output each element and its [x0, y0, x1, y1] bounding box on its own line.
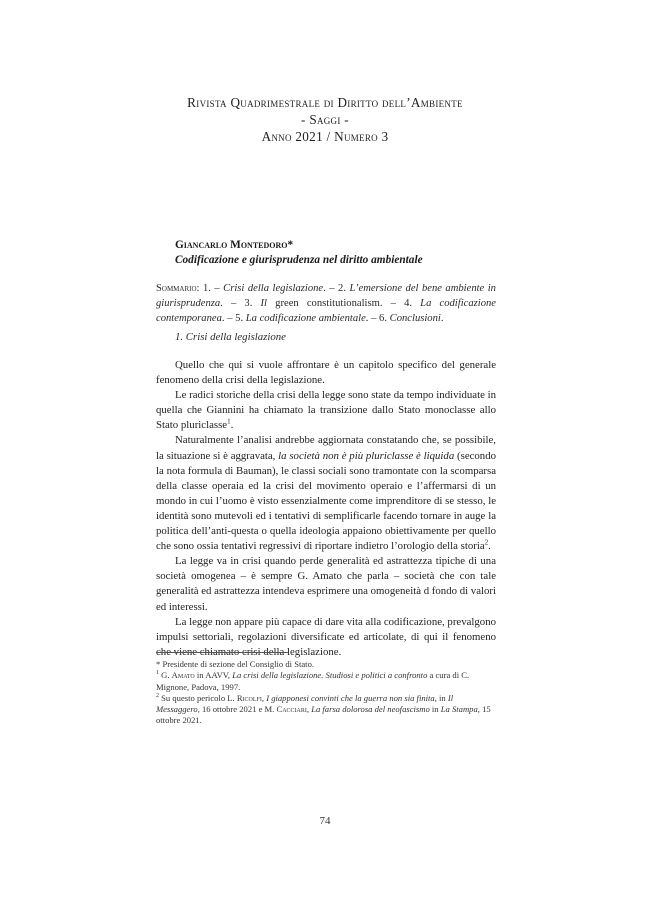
summary-label: Sommario — [156, 283, 197, 294]
paragraph-text: La legge non appare più capace di dare vita alla codificazione, prevalgono impulsi settoriali, regolazioni diversificate ed articolate, di qui il fenomeno che viene chiamato crisi della legislazione. — [156, 615, 496, 658]
summary-text: green constitutionalism. – 4. — [267, 298, 421, 309]
summary-text: . – 6. — [365, 313, 390, 324]
paragraph-text: La legge va in crisi quando perde generalità ed astrattezza tipiche di una società omogenea – è sempre G. Amato che parla – società che con tale generalità ed astrattezza intendeva esprimere una omogeneità d fondo di valori ed interessi. — [156, 555, 496, 613]
article-author: Giancarlo Montedoro* — [175, 239, 294, 251]
footnote-text: , 15 ottobre 2021. — [156, 704, 491, 726]
footnote-author: Ricolfi — [236, 692, 262, 703]
journal-issue-text: Anno 2021 / Numero 3 — [261, 129, 389, 144]
paragraph — [156, 433, 496, 554]
summary-item: L’emersione del bene ambiente in giurisprudenza — [156, 283, 496, 309]
footnote-mark: 2 — [156, 693, 159, 700]
journal-section — [0, 111, 650, 128]
paragraph — [156, 358, 496, 388]
footnote-text: , — [261, 692, 267, 703]
footnote-1 — [156, 670, 498, 693]
footnote-source: Il Messaggero — [156, 692, 454, 715]
footnote-work-title: La farsa dolorosa del neofascismo — [311, 704, 430, 715]
footnote-source: La Stampa — [440, 704, 478, 715]
paragraph-text: Naturalmente l’analisi andrebbe aggiornata constatando che, se possibile, la situazione si è aggravata, — [156, 434, 496, 462]
footnote-text: Su questo pericolo L. — [159, 692, 237, 703]
footnote-divider — [156, 652, 288, 653]
summary-item: Crisi della legislazione — [223, 283, 324, 294]
journal-section-text: - Saggi - — [301, 112, 349, 127]
footnotes — [156, 659, 498, 727]
journal-title — [0, 94, 650, 111]
paragraph-text: (secondo la nota formula di Bauman), le classi sociali sono tramontate con la scomparsa della classe operaia ed la crisi del movimento operaio e l’affermarsi di un mondo in cui l’uomo è visto essenzialmente come imprenditore di se stesso, le identità sono mutevoli ed i tentativi di semplificarle facendo tornare in auge la politica dell’anti-questa o quella ideologia appaiono obiettivamente per quello che sono ossia tentativi regressivi di riportare indietro l’orologio della storia — [156, 449, 496, 553]
footnote-2 — [156, 693, 498, 727]
summary-text: . – 3. — [220, 298, 261, 309]
summary-item: Il — [260, 298, 268, 309]
summary-item: La codificazione contemporanea — [156, 298, 496, 324]
body-text — [156, 358, 496, 660]
footnote-author: Amato — [171, 670, 195, 681]
paragraph — [156, 615, 496, 660]
footnote-work-title: La crisi della legislazione. Studiosi e politici a confronto — [232, 670, 428, 681]
footnote-text: , — [306, 704, 312, 715]
table-of-contents-summary — [156, 281, 496, 326]
paragraph-emphasis: la società non è più pluriclasse è liquida — [278, 449, 455, 462]
paragraph — [156, 554, 496, 614]
summary-text: . — [440, 313, 444, 324]
paragraph-text: Le radici storiche della crisi della legge sono state da tempo individuate in quella che Giannini ha chiamato la transizione dallo Stato monoclasse allo Stato pluriclasse — [156, 389, 496, 432]
paragraph-text: . — [488, 540, 491, 553]
footnote-text: a cura di C. Mignone, Padova, 1997. — [156, 670, 470, 692]
footnote-author: Cacciari — [276, 704, 307, 715]
footnote-text: * Presidente di sezione del Consiglio di Stato. — [156, 659, 315, 669]
footnote-text: , 16 ottobre 2021 e M. — [197, 704, 277, 715]
footnote-ref[interactable]: 1 — [227, 417, 231, 426]
paragraph — [156, 388, 496, 433]
journal-issue — [0, 128, 650, 145]
summary-text: . – 5. — [221, 313, 246, 324]
paragraph-text: Quello che qui si vuole affrontare è un capitolo specifico del generale fenomeno della crisi della legislazione. — [156, 359, 496, 387]
footnote-text: in — [429, 704, 441, 715]
footnote-star — [156, 659, 498, 670]
summary-text: . – 2. — [323, 283, 350, 294]
page-number: 74 — [319, 815, 331, 827]
summary-item: Conclusioni — [389, 313, 441, 324]
footnote-mark: 1 — [156, 670, 159, 677]
footnote-text: G. — [159, 670, 172, 681]
summary-item: La codificazione ambientale — [245, 313, 366, 324]
journal-title-text: Rivista Quadrimestrale di Diritto dell’Ambiente — [187, 95, 463, 110]
summary-text: : 1. – — [196, 283, 224, 294]
footnote-text: , in — [434, 692, 448, 703]
paragraph-text: . — [230, 419, 234, 432]
footnote-ref[interactable]: 2 — [484, 538, 489, 547]
section-heading: 1. Crisi della legislazione — [175, 331, 286, 343]
article-title: Codificazione e giurisprudenza nel diritto ambientale — [175, 254, 423, 266]
footnote-work-title: I giapponesi convinti che la guerra non sia finita — [266, 692, 435, 703]
footnote-text: in AAVV, — [194, 670, 233, 681]
